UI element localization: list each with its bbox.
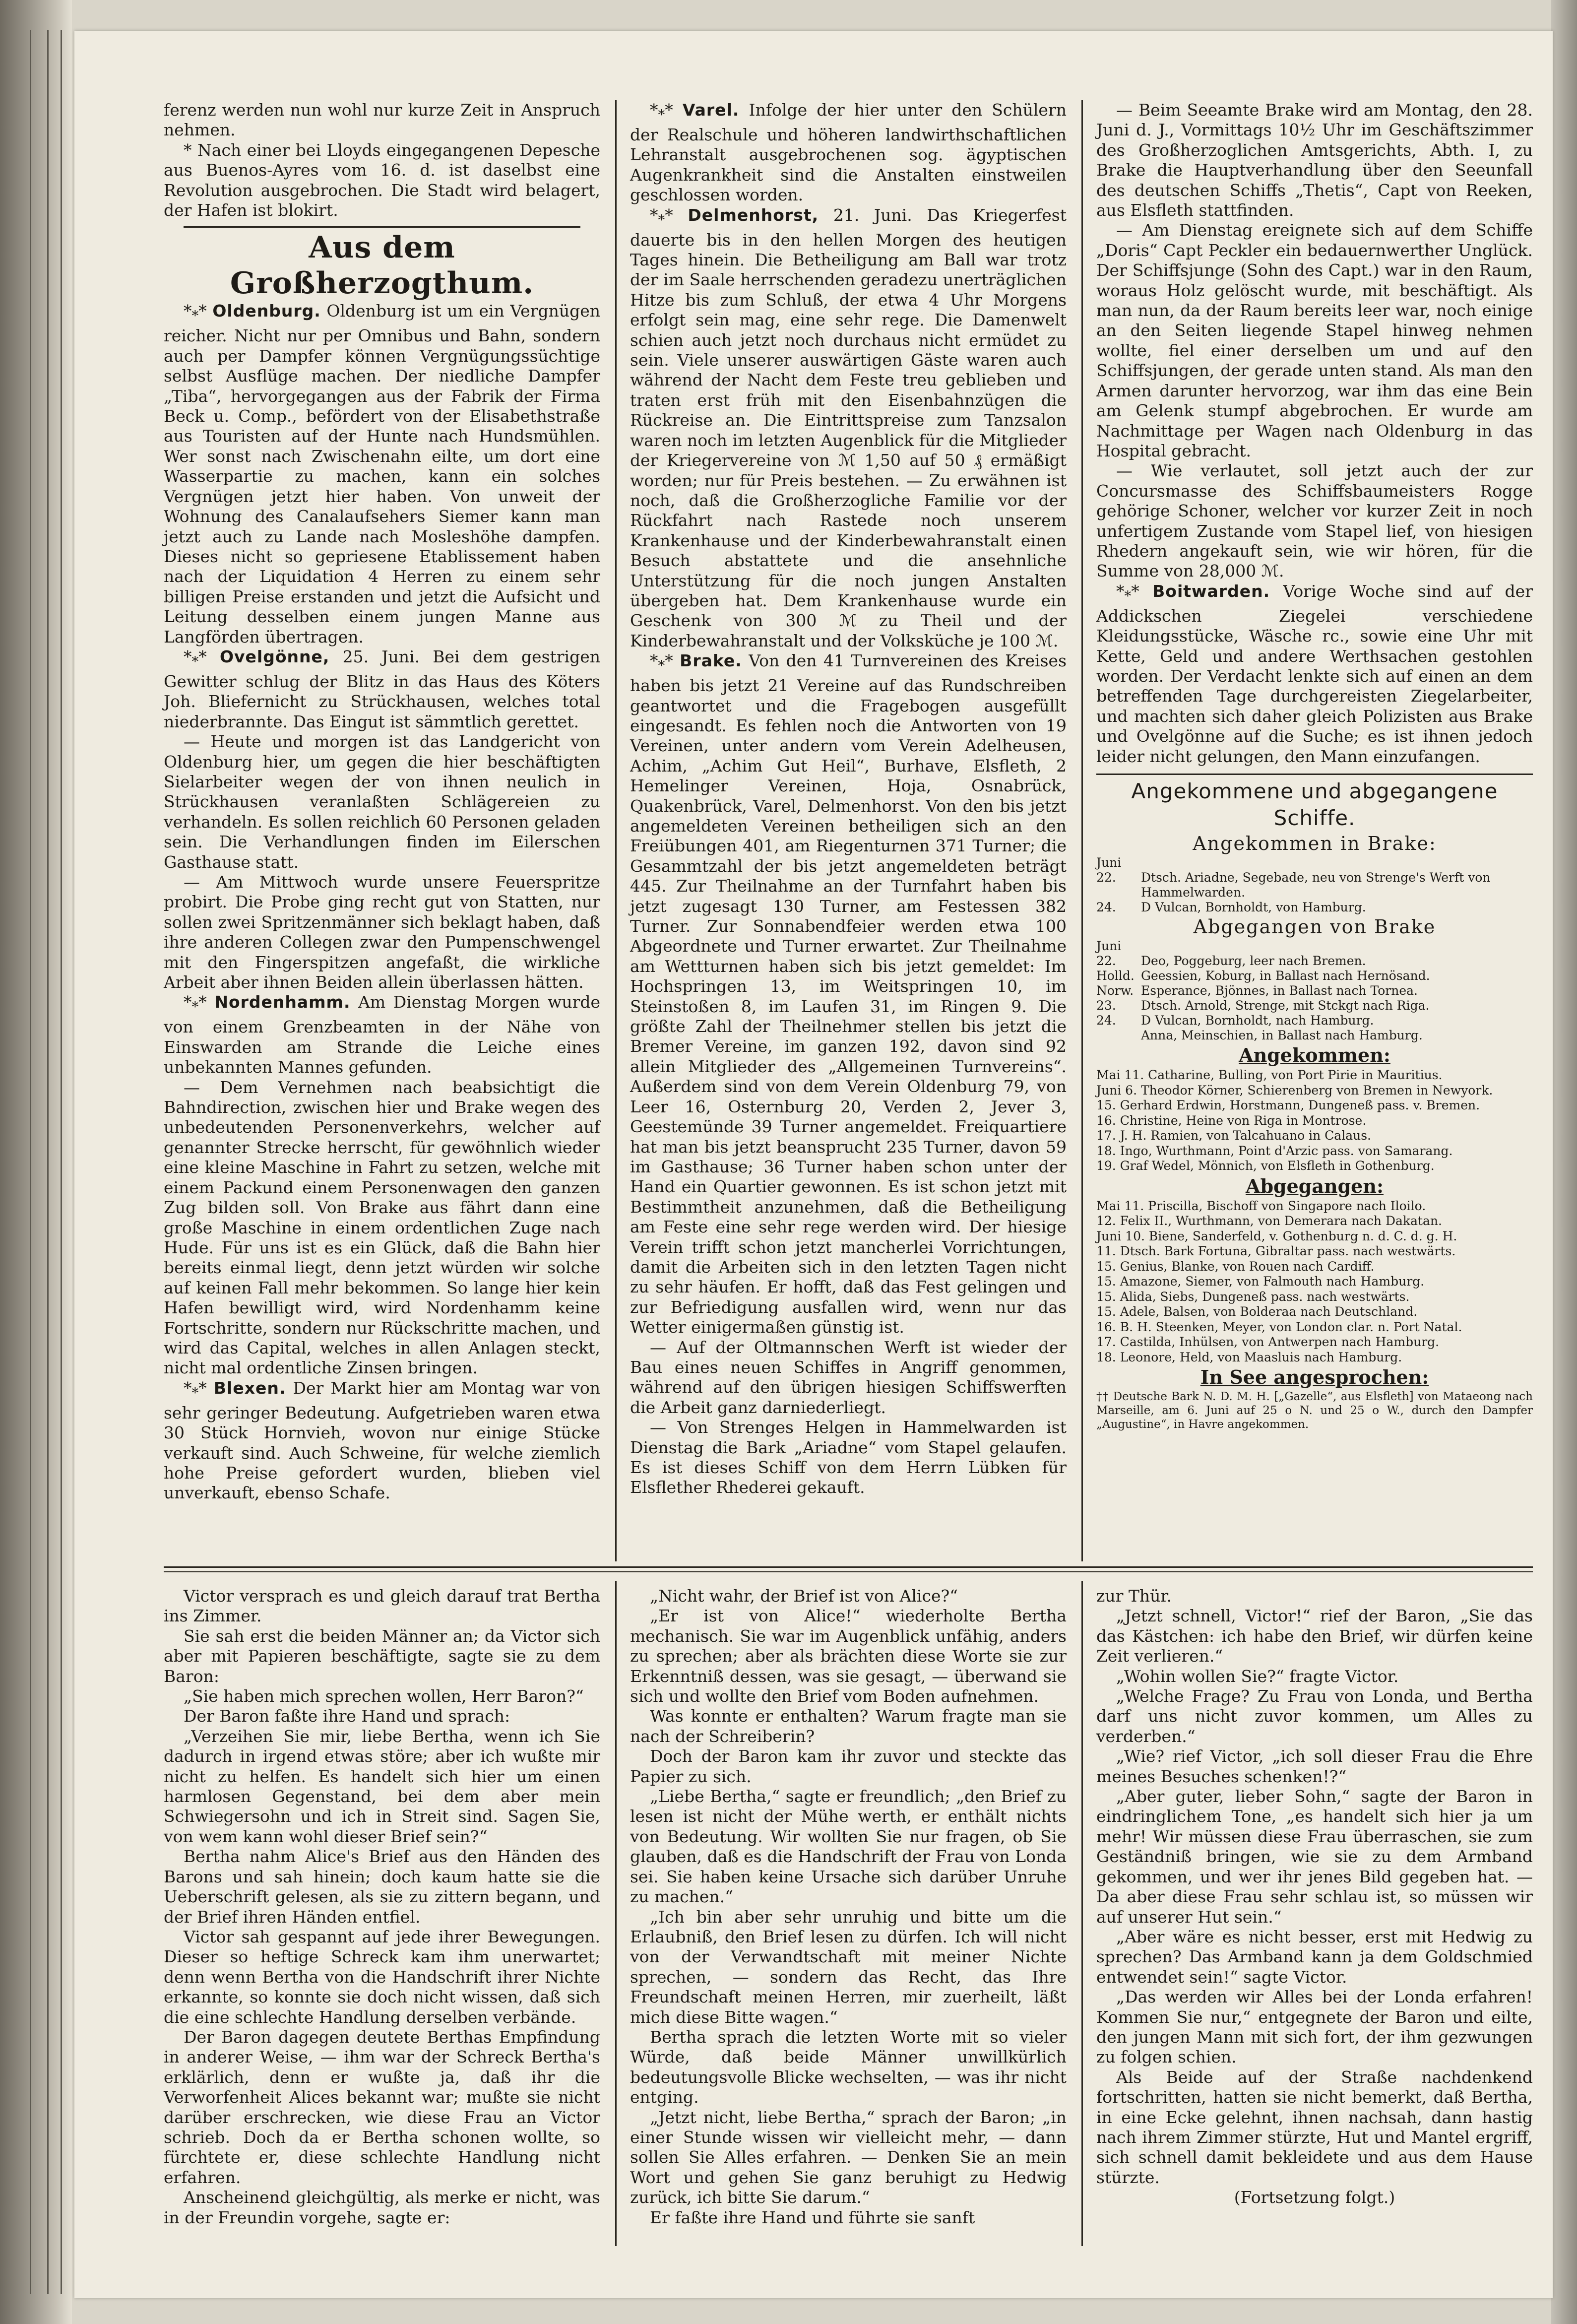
- paragraph: — Dem Vernehmen nach beabsichtigt die Bahndirection, zwischen hier und Brake wegen des unbedeutenden Personenverkehrs, welcher auf genannter Strecke herrscht, für gewöhnlich wieder eine kleine Maschine in Fahrt zu setzen, welche mit einem Packund einem Personenwagen den ganzen Zug bilden soll. Von Brake aus fährt dann eine große Maschine in einem ordentlichen Zuge nach Hude. Für uns ist es ein Glück, daß die Bahn hier bereits einmal liegt, denn jetzt würden wir solche auf keinen Fall mehr bekommen. So lange hier kein Hafen bewilligt wird, wird Nordenhamm keine Fortschritte, sondern nur Rückschritte machen, und wird das Capital, welches in allen Anlagen steckt, nicht mal ordentliche Zinsen bringen.: [164, 1077, 600, 1378]
- ship-row: [1096, 870, 1533, 900]
- article-text: Vorige Woche sind auf der Addickschen Ziegelei verschiedene Kleidungsstücke, Wäsche rc., sowie eine Uhr mit Kette, Geld und andere Werthsachen gestohlen worden. Der Verdacht lenkte sich auf einen an dem betreffenden Tage durchgereisten Ziegelarbeiter, und machten sich daher gleich Polizisten aus Brake und Ovelgönne auf die Suche; es ist ihnen jedoch leider nicht gelungen, den Mann einzufangen.: [1096, 581, 1533, 766]
- paragraph: Sie sah erst die beiden Männer an; da Victor sich aber mit Papieren beschäftigte, sagte sie zu dem Baron:: [164, 1626, 600, 1686]
- location-heading: Nordenhamm.: [214, 992, 351, 1012]
- article-delmenhorst: $*_**$ Delmenhorst, 21. Juni. Das Kriegerfest dauerte bis in den hellen Morgen des heutigen Tages hinein. Die Betheiligung am Ball war trotz der im Saale herrschenden geradezu unerträglichen Hitze bis zum Schluß, der etwa 4 Uhr Morgens erfolgt sein mag, eine sehr rege. Die Damenwelt schien auch jetzt noch durchaus nicht ermüdet zu sein. Viele unserer auswärtigen Gäste waren auch während der Nacht dem Feste treu geblieben und traten erst früh mit den Eisenbahnzügen die Rückreise an. Die Eintrittspreise zum Tanzsalon waren noch im letzten Augenblick für die Mitglieder der Kriegervereine von ℳ 1,50 auf 50 ₰ ermäßigt worden; nur für Preis bestehen. — Zu erwähnen ist noch, daß die Großherzogliche Familie vor der Rückfahrt nach Rastede noch unserem Krankenhause und der Kinderbewahranstalt einen Besuch abstattete und die ansehnliche Unterstützung für die noch jungen Anstalten übergeben hat. Dem Krankenhause wurde ein Geschenk von 300 ℳ zu Theil und der Kinderbewahranstalt und der Volksküche je 100 ℳ.: [630, 205, 1067, 650]
- paragraph: „Das werden wir Alles bei der Londa erfahren! Kommen Sie nur,“ entgegnete der Baron und eilte, den jungen Mann mit sich fort, der ihm gezwungen zu folgen schien.: [1096, 1987, 1533, 2067]
- ship-entry: 11. Dtsch. Bark Fortuna, Gibraltar pass. nach westwärts.: [1096, 1244, 1456, 1258]
- ship-entry: 16. B. H. Steenken, Meyer, von London clar. n. Port Natal.: [1096, 1319, 1462, 1334]
- ship-row: [1096, 1013, 1533, 1028]
- location-heading: Blexen.: [213, 1378, 286, 1398]
- paragraph: Victor versprach es und gleich darauf trat Bertha ins Zimmer.: [164, 1586, 600, 1626]
- ship-entry: Anna, Meinschien, in Ballast nach Hamburg.: [1141, 1028, 1423, 1042]
- paragraph: „Verzeihen Sie mir, liebe Bertha, wenn ich Sie dadurch in irgend etwas störe; aber ich wußte mir nicht zu helfen. Es handelt sich hier um einen harmlosen Gegenstand, bei dem aber mein Schwiegersohn und ich in Streit sind. Sagen Sie, von wem kann wohl dieser Brief sein?“: [164, 1726, 600, 1846]
- ship-entry: 15. Amazone, Siemer, von Falmouth nach Hamburg.: [1096, 1274, 1425, 1289]
- paragraph: „Aber wäre es nicht besser, erst mit Hedwig zu sprechen? Das Armband kann ja dem Goldschmied entwendet sein!“ sagte Victor.: [1096, 1927, 1533, 1987]
- article-text: Oldenburg ist um ein Vergnügen reicher. Nicht nur per Omnibus und Bahn, sondern auch per Dampfer können Vergnügungssüchtige selbst Ausflüge machen. Der niedliche Dampfer „Tiba“, hervorgegangen aus der Fabrik der Firma Beck u. Comp., befördert von der Elisabethstraße aus Touristen auf der Hunte nach Hundsmühlen. Wer sonst nach Zwischenahn eilte, um dort eine Wasserpartie zu machen, kann ein solches Vergnügen jetzt hier haben. Von unweit der Wohnung des Canalaufsehers Siemer kann man jetzt auch zu Lande nach Mosleshöhe dampfen. Dieses nicht so gepriesene Etablissement haben nach der Liquidation 4 Herren zu einem sehr billigen Preise erstanden und jetzt die Aufsicht und Leitung desselben einem jungen Manne aus Langförden übertragen.: [164, 301, 600, 646]
- ship-entry: 18. Leonore, Held, von Maasluis nach Hamburg.: [1096, 1350, 1402, 1364]
- article-oldenburg: $*_**$ Oldenburg. Oldenburg ist um ein Vergnügen reicher. Nicht nur per Omnibus und Bahn, sondern auch per Dampfer können Vergnügungssüchtige selbst Ausflüge machen. Der niedliche Dampfer „Tiba“, hervorgegangen aus der Fabrik der Firma Beck u. Comp., befördert von der Elisabethstraße aus Touristen auf der Hunte nach Hundsmühlen. Wer sonst nach Zwischenahn eilte, um dort eine Wasserpartie zu machen, kann ein solches Vergnügen jetzt hier haben. Von unweit der Wohnung des Canalaufsehers Siemer kann man jetzt auch zu Lande nach Mosleshöhe dampfen. Dieses nicht so gepriesene Etablissement haben nach der Liquidation 4 Herren zu einem sehr billigen Preise erstanden und jetzt die Aufsicht und Leitung desselben einem jungen Manne aus Langförden übertragen.: [164, 301, 600, 646]
- paragraph: ferenz werden nun wohl nur kurze Zeit in Anspruch nehmen.: [164, 100, 600, 140]
- ship-date: Juni: [1096, 939, 1122, 953]
- top-column-2: [630, 100, 1067, 1498]
- ship-row: [1096, 968, 1533, 983]
- article-text: 21. Juni. Das Kriegerfest dauerte bis in den hellen Morgen des heutigen Tages hinein. Die Betheiligung am Ball war trotz der im Saale herrschenden geradezu unerträglichen Hitze bis zum Schluß, der etwa 4 Uhr Morgens erfolgt sein mag, eine sehr rege. Die Damenwelt schien auch jetzt noch durchaus nicht ermüdet zu sein. Viele unserer auswärtigen Gäste waren auch während der Nacht dem Feste treu geblieben und traten erst früh mit den Eisenbahnzügen die Rückreise an. Die Eintrittspreise zum Tanzsalon waren noch im letzten Augenblick für die Mitglieder der Kriegervereine von ℳ 1,50 auf 50 ₰ ermäßigt worden; nur für Preis bestehen. — Zu erwähnen ist noch, daß die Großherzogliche Familie vor der Rückfahrt nach Rastede noch unserem Krankenhause und der Kinderbewahranstalt einen Besuch abstattete und die ansehnliche Unterstützung für die noch jungen Anstalten übergeben hat. Dem Krankenhause wurde ein Geschenk von 300 ℳ zu Theil und der Kinderbewahranstalt und der Volksküche je 100 ℳ.: [630, 205, 1067, 650]
- article-text: Am Dienstag Morgen wurde von einem Grenzbeamten in der Nähe von Einswarden am Strande die Leiche eines unbekannten Mannes gefunden.: [164, 992, 601, 1077]
- ship-date: Juni: [1096, 855, 1122, 870]
- feuilleton-rule: [164, 1566, 1533, 1568]
- ship-row: [1096, 939, 1533, 954]
- ship-row: [1096, 1028, 1533, 1043]
- paragraph: „Ich bin aber sehr unruhig und bitte um die Erlaubniß, den Brief lesen zu dürfen. Ich will nicht von der Verwandtschaft mit meiner Nichte sprechen, — sondern das Recht, das Ihre Freundschaft meinen Herren, mir zuerheilt, läßt mich diese Bitte wagen.“: [630, 1907, 1067, 2027]
- ship-entry: Juni 6. Theodor Körner, Schierenberg von Bremen in Newyork.: [1096, 1083, 1493, 1097]
- ship-date: 22.: [1096, 870, 1116, 885]
- paragraph: „Jetzt schnell, Victor!“ rief der Baron, „Sie das das Kästchen: ich habe den Brief, wir dürfen keine Zeit verlieren.“: [1096, 1606, 1533, 1666]
- ship-date: 22.: [1096, 954, 1116, 968]
- paragraph: — Von Strenges Helgen in Hammelwarden ist Dienstag die Bark „Ariadne“ vom Stapel gelaufen. Es ist dieses Schiff von dem Herrn Lübken für Elsflether Rhederei gekauft.: [630, 1418, 1067, 1497]
- column-rule: [615, 100, 617, 1561]
- paragraph: Bertha nahm Alice's Brief aus den Händen des Barons und sah hinein; doch kaum hatte sie die Ueberschrift gelesen, als sie zu zittern begann, und der Brief ihren Händen entfiel.: [164, 1847, 600, 1927]
- arrivals-list: [1096, 1068, 1533, 1174]
- paragraph: zur Thür.: [1096, 1586, 1172, 1606]
- ship-entry: Juni 10. Biene, Sanderfeld, v. Gothenburg n. d. C. d. g. H.: [1096, 1228, 1457, 1243]
- paragraph: „Er ist von Alice!“ wiederholte Bertha mechanisch. Sie war im Augenblick unfähig, anders zu sprechen; aber als brächten diese Worte sie zur Erkenntniß dessen, was sie gesagt, — überwand sie sich und wollte den Brief vom Boden aufnehmen.: [630, 1606, 1067, 1706]
- ship-date: Norw.: [1096, 983, 1134, 998]
- article-ovelgoenne: $*_**$ Ovelgönne, 25. Juni. Bei dem gestrigen Gewitter schlug der Blitz in das Haus des Köters Joh. Bliefernicht zu Strückhausen, welches total niederbrannte. Das Eingut ist sämmtlich gerettet.: [164, 646, 601, 731]
- paragraph: — Am Mittwoch wurde unsere Feuerspritze probirt. Die Probe ging recht gut von Statten, nur sollen zwei Spritzenmänner sich beklagt haben, daß ihre anderen Collegen zwar den Pumpenschwengel mit den Fingerspitzen angefaßt, die wirkliche Arbeit aber ihnen Beiden allein überlassen hätten.: [164, 872, 600, 992]
- ship-entry: Mai 11. Priscilla, Bischoff von Singapore nach Iloilo.: [1096, 1198, 1426, 1213]
- to-be-continued: (Fortsetzung folgt.): [1234, 2188, 1395, 2207]
- article-text: Von den 41 Turnvereinen des Kreises haben bis jetzt 21 Vereine auf das Rundschreiben geantwortet und die Fragebogen ausgefüllt eingesandt. Es fehlen noch die Antworten von 19 Vereinen, unter andern vom Verein Adelheusen, Achim, „Achim Gut Heil“, Burhave, Elsfleth, 2 Hemelinger Vereinen, Hoja, Osnabrück, Quakenbrück, Varel, Delmenhorst. Von den bis jetzt angemeldeten Vereinen betheiligen sich an den Freiübungen 401, am Riegenturnen 371 Turner; die Gesammtzahl der bis jetzt angemeldeten beträgt 445. Zur Theilnahme an der Turnfahrt haben bis jetzt zugesagt 130 Turner, am Festessen 382 Turner. Zur Sonnabendfeier werden etwa 100 Abgeordnete und Turner erwartet. Zur Theilnahme am Wettturnen haben sich bis jetzt gemeldet: Im Hochspringen 13, im Weitspringen 10, im Steinstoßen 8, im Laufen 31, im Ringen 9. Die größte Zahl der Theilnehmer stellen bis jetzt die Bremer Vereine, im ganzen 192, davon sind 92 allein Mitglieder des „Allgemeinen Turnvereins“. Außerdem sind von dem Verein Oldenburg 79, von Leer 16, Osternburg 20, Verden 2, Jever 3, Geestemünde 39 Turner angemeldet. Freiquartiere hat man bis jetzt beansprucht 235 Turner, davon 59 im Gasthause; 36 Turner haben schon unter der Hand ein Quartier gewonnen. Es ist schon jetzt mit Bestimmtheit anzunehmen, daß die Betheiligung am Feste eine sehr rege werden wird. Der hiesige Verein trifft schon jetzt mancherlei Vorrichtungen, damit die Arbeiten sich in den letzten Tagen nicht zu sehr häufen. Er hofft, daß das Fest gelingen und zur Befriedigung ausfallen wird, wenn nur das Wetter einigermaßen günstig ist.: [630, 651, 1067, 1337]
- ship-entry: Deo, Poggeburg, leer nach Bremen.: [1141, 954, 1366, 968]
- ship-date: 24.: [1096, 1013, 1116, 1028]
- arrivals-brake-list: [1096, 855, 1533, 915]
- ship-row: [1096, 954, 1533, 968]
- paragraph: — Heute und morgen ist das Landgericht von Oldenburg hier, um gegen die hier beschäftigten Sielarbeiter wegen der von ihnen neulich in Strückhausen veranlaßten Schlägereien zu verhandeln. Es sollen reichlich 60 Personen geladen sein. Die Verhandlungen finden im Eilerschen Gasthause statt.: [164, 732, 600, 872]
- ship-entry: D Vulcan, Bornholdt, nach Hamburg.: [1141, 1013, 1374, 1028]
- ship-entry: [1141, 939, 1533, 954]
- ship-date: [1096, 1028, 1141, 1043]
- section-title: Aus dem Großherzogthum.: [230, 230, 534, 301]
- article-blexen: $*_**$ Blexen. Der Markt hier am Montag war von sehr geringer Bedeutung. Aufgetrieben waren etwa 30 Stück Hornvieh, wovon nur einige Stücke verkauft sind. Auch Schweine, für welche ziemlich hohe Preise gefordert wurden, blieben viel unverkauft, ebenso Schafe.: [164, 1378, 600, 1503]
- divider: [1096, 774, 1533, 775]
- ship-entry: 15. Alida, Siebs, Dungeneß pass. nach westwärts.: [1096, 1289, 1410, 1304]
- article-text: Infolge der hier unter den Schülern der Realschule und höheren landwirthschaftlichen Lehranstalt ausgebrochenen sog. ägyptischen Augenkrankheit sind die Anstalten einstweilen geschlossen worden.: [630, 100, 1067, 205]
- paragraph: „Aber guter, lieber Sohn,“ sagte der Baron in eindringlichem Tone, „es handelt sich hier ja um mehr! Wir müssen diese Frau überraschen, sie zum Geständniß bringen, wie sie zu dem Armband gekommen, und wer ihr jenes Bild gegeben hat. — Da aber diese Frau sehr schlau ist, so müssen wir auf unserer Hut sein.“: [1096, 1787, 1533, 1927]
- bottom-column-2: [630, 1586, 1067, 2228]
- paragraph: „Welche Frage? Zu Frau von Londa, und Bertha darf uns nicht zuvor kommen, um Alles zu verderben.“: [1096, 1686, 1533, 1746]
- arrivals-brake-heading: Angekommen in Brake:: [1193, 833, 1437, 854]
- paragraph: „Wie? rief Victor, „ich soll dieser Frau die Ehre meines Besuches schenken!?“: [1096, 1746, 1533, 1786]
- ship-entry: 17. J. H. Ramien, von Talcahuano in Calaus.: [1096, 1128, 1371, 1143]
- ship-entry: 15. Genius, Blanke, von Rouen nach Cardiff.: [1096, 1259, 1375, 1274]
- paragraph: Bertha sprach die letzten Worte mit so vieler Würde, daß beide Männer unwillkürlich bedeutungsvolle Blicke wechselten, — was ihr nicht entging.: [630, 2027, 1067, 2107]
- ship-entry: Geessien, Koburg, in Ballast nach Hernösand.: [1141, 968, 1430, 983]
- paragraph: Was konnte er enthalten? Warum fragte man sie nach der Schreiberin?: [630, 1706, 1067, 1746]
- article-brake: $*_**$ Brake. Von den 41 Turnvereinen des Kreises haben bis jetzt 21 Vereine auf das Rundschreiben geantwortet und die Fragebogen ausgefüllt eingesandt. Es fehlen noch die Antworten von 19 Vereinen, unter andern vom Verein Adelheusen, Achim, „Achim Gut Heil“, Burhave, Elsfleth, 2 Hemelinger Vereinen, Hoja, Osnabrück, Quakenbrück, Varel, Delmenhorst. Von den bis jetzt angemeldeten Vereinen betheiligen sich an den Freiübungen 401, am Riegenturnen 371 Turner; die Gesammtzahl der bis jetzt angemeldeten beträgt 445. Zur Theilnahme an der Turnfahrt haben bis jetzt zugesagt 130 Turner, am Festessen 382 Turner. Zur Sonnabendfeier werden etwa 100 Abgeordnete und Turner erwartet. Zur Theilnahme am Wettturnen haben sich bis jetzt gemeldet: Im Hochspringen 13, im Weitspringen 10, im Steinstoßen 8, im Laufen 31, im Ringen 9. Die größte Zahl der Theilnehmer stellen bis jetzt die Bremer Vereine, im ganzen 192, davon sind 92 allein Mitglieder des „Allgemeinen Turnvereins“. Außerdem sind von dem Verein Oldenburg 79, von Leer 16, Osternburg 20, Verden 2, Jever 3, Geestemünde 39 Turner angemeldet. Freiquartiere hat man bis jetzt beansprucht 235 Turner, davon 59 im Gasthause; 36 Turner haben schon unter der Hand ein Quartier gewonnen. Es ist schon jetzt mit Bestimmtheit anzunehmen, daß die Betheiligung am Feste eine sehr rege werden wird. Der hiesige Verein trifft schon jetzt mancherlei Vorrichtungen, damit die Arbeiten sich in den letzten Tagen nicht zu sehr häufen. Er hofft, daß das Fest gelingen und zur Befriedigung ausfallen wird, wenn nur das Wetter einigermaßen günstig ist.: [630, 651, 1067, 1337]
- ship-entry: Dtsch. Arnold, Strenge, mit Stckgt nach Riga.: [1141, 998, 1430, 1013]
- top-column-1: [164, 100, 600, 1503]
- ship-entry: D Vulcan, Bornholdt, von Hamburg.: [1141, 900, 1366, 914]
- at-sea-heading: In See angesprochen:: [1200, 1366, 1429, 1388]
- column-rule: [1081, 1581, 1083, 2246]
- ship-entry: 15. Adele, Balsen, von Bolderaa nach Deutschland.: [1096, 1304, 1418, 1319]
- ship-date: 23.: [1096, 998, 1116, 1013]
- paragraph: Doch der Baron kam ihr zuvor und steckte das Papier zu sich.: [630, 1746, 1067, 1786]
- departures-list: [1096, 1199, 1533, 1365]
- paragraph: „Jetzt nicht, liebe Bertha,“ sprach der Baron; „in einer Stunde wissen wir vielleicht mehr, — dann sollen Sie Alles erfahren. — Denken Sie an mein Wort und gehen Sie ganz beruhigt zu Hedwig zurück, ich bitte Sie darum.“: [630, 2107, 1067, 2207]
- ship-entry: 16. Christine, Heine von Riga in Montrose.: [1096, 1113, 1367, 1128]
- paragraph: Der Baron faßte ihre Hand und sprach:: [184, 1706, 510, 1726]
- ship-date: 24.: [1096, 900, 1116, 914]
- top-column-3: [1096, 100, 1533, 1431]
- paragraph: Er faßte ihre Hand und führte sie sanft: [650, 2207, 975, 2227]
- ship-row: [1096, 998, 1533, 1013]
- paragraph: — Beim Seeamte Brake wird am Montag, den 28. Juni d. J., Vormittags 10½ Uhr im Geschäftszimmer des Großherzoglichen Amtsgerichts, Abth. I, zu Brake die Hauptverhandlung über den Seeunfall des deutschen Schiffs „Thetis“, Capt von Reeken, aus Elsfleth stattfinden.: [1096, 100, 1533, 220]
- location-heading: Delmenhorst,: [688, 205, 819, 225]
- location-heading: Varel.: [682, 100, 740, 120]
- ship-entry: Dtsch. Ariadne, Segebade, neu von Strenge's Werft von Hammelwarden.: [1141, 870, 1491, 900]
- bottom-column-1: [164, 1586, 600, 2228]
- divider: [184, 226, 580, 228]
- departures-heading: Abgegangen:: [1245, 1174, 1384, 1197]
- paragraph: Der Baron dagegen deutete Berthas Empfindung in anderer Weise, — ihm war der Schreck Bertha's erklärlich, denn er wußte ja, daß ihr die Verworfenheit Alices bekannt war; mußte sie nicht darüber erschrecken, wie diese Frau an Victor schrieb. Doch da er Bertha schonen wollte, so fürchtete er, diese schlechte Handlung nicht erfahren.: [164, 2027, 600, 2187]
- departures-brake-heading: Abgegangen von Brake: [1193, 916, 1436, 938]
- article-boitwarden: $*_**$ Boitwarden. Vorige Woche sind auf der Addickschen Ziegelei verschiedene Kleidungsstücke, Wäsche rc., sowie eine Uhr mit Kette, Geld und andere Werthsachen gestohlen worden. Der Verdacht lenkte sich auf einen an dem betreffenden Tage durchgereisten Ziegelarbeiter, und machten sich daher gleich Polizisten aus Brake und Ovelgönne auf die Suche; es ist ihnen jedoch leider nicht gelungen, den Mann einzufangen.: [1096, 581, 1533, 766]
- ship-entry: [1141, 855, 1533, 870]
- column-rule: [1081, 100, 1083, 1561]
- ship-row: [1096, 983, 1533, 998]
- paragraph: * Nach einer bei Lloyds eingegangenen Depesche aus Buenos-Ayres vom 16. d. ist daselbst eine Revolution ausgebrochen. Die Stadt wird belagert, der Hafen ist blokirt.: [164, 140, 600, 220]
- book-spine: [0, 0, 72, 2324]
- departures-brake-list: [1096, 939, 1533, 1043]
- ship-row: [1096, 855, 1533, 870]
- ship-entry: 17. Castilda, Inhülsen, von Antwerpen nach Hamburg.: [1096, 1335, 1440, 1349]
- ship-entry: Mai 11. Catharine, Bulling, von Port Pirie in Mauritius.: [1096, 1068, 1443, 1082]
- paragraph: — Am Dienstag ereignete sich auf dem Schiffe „Doris“ Capt Peckler ein bedauernwerther Unglück. Der Schiffsjunge (Sohn des Capt.) war in den Raum, woraus Holz gelöscht wurde, mit beschäftigt. Als man nun, da der Raum bereits leer war, noch einige an den Seiten liegende Stapel hinweg nehmen wollte, fiel einer derselben um und auf den Schiffsjungen, der gerade unten stand. Als man den Armen darunter hervorzog, war ihm das eine Bein am Gelenk stumpf abgebrochen. Er wurde am Nachmittage per Wagen nach Oldenburg in das Hospital gebracht.: [1096, 220, 1533, 460]
- ship-entry: 18. Ingo, Wurthmann, Point d'Arzic pass. von Samarang.: [1096, 1143, 1453, 1158]
- column-rule: [615, 1581, 617, 2246]
- paragraph: „Nicht wahr, der Brief ist von Alice?“: [650, 1586, 958, 1606]
- ship-date: Holld.: [1096, 968, 1135, 983]
- paragraph: Victor sah gespannt auf jede ihrer Bewegungen. Dieser so heftige Schreck kam ihm unerwartet; denn wenn Bertha von die Handschrift ihrer Nichte erkannte, so konnte sie doch nicht wissen, daß sich die eine schlechte Handlung derselben verbände.: [164, 1927, 600, 2027]
- location-heading: Ovelgönne,: [219, 646, 330, 666]
- at-sea-text: †† Deutsche Bark N. D. M. H. [„Gazelle“, aus Elsfleth] von Mataeong nach Marseille, am 6. Juni auf 25 o N. und 25 o W., durch den Dampfer „Augustine“, in Havre angekommen.: [1096, 1390, 1533, 1431]
- paragraph: „Wohin wollen Sie?“ fragte Victor.: [1116, 1666, 1399, 1686]
- paragraph: „Liebe Bertha,“ sagte er freundlich; „den Brief zu lesen ist nicht der Mühe werth, er enthält nichts von Bedeutung. Wir wollten Sie nur fragen, ob Sie glauben, daß es die Handschrift der Frau von Londa sei. Sie haben keine Ursache sich darüber Unruhe zu machen.“: [630, 1787, 1067, 1907]
- page-edge: [1551, 0, 1577, 2324]
- location-heading: Oldenburg.: [212, 301, 321, 321]
- ship-row: [1096, 900, 1533, 915]
- ships-section-title: Angekommene und abgegangene Schiffe.: [1131, 779, 1498, 830]
- ship-entry: 19. Graf Wedel, Mönnich, von Elsfleth in Gothenburg.: [1096, 1159, 1435, 1173]
- article-text: Der Markt hier am Montag war von sehr geringer Bedeutung. Aufgetrieben waren etwa 30 Stück Hornvieh, wovon nur einige Stücke verkauft sind. Auch Schweine, für welche ziemlich hohe Preise gefordert wurden, blieben viel unverkauft, ebenso Schafe.: [164, 1378, 600, 1503]
- paragraph: Als Beide auf der Straße nachdenkend fortschritten, hatten sie nicht bemerkt, daß Bertha, in eine Ecke gelehnt, ihnen nachsah, dann hastig nach ihrem Zimmer stürzte, Hut und Mantel ergriff, sich schnell damit bekleidete und aus dem Hause stürzte.: [1096, 2067, 1533, 2187]
- location-heading: Brake.: [680, 651, 742, 671]
- feuilleton-rule: [164, 1571, 1533, 1572]
- arrivals-heading: Angekommen:: [1239, 1044, 1390, 1066]
- article-varel: $*_**$ Varel. Infolge der hier unter den Schülern der Realschule und höheren landwirthschaftlichen Lehranstalt ausgebrochenen sog. ägyptischen Augenkrankheit sind die Anstalten einstweilen geschlossen worden.: [630, 100, 1067, 205]
- bottom-column-3: [1096, 1586, 1533, 2208]
- ship-entry: Esperance, Bjönnes, in Ballast nach Tornea.: [1141, 983, 1418, 998]
- paragraph: — Auf der Oltmannschen Werft ist wieder der Bau eines neuen Schiffes in Angriff genommen, während auf den übrigen hiesigen Schiffswerften die Arbeit ganz darniederliegt.: [630, 1337, 1067, 1417]
- ship-entry: 12. Felix II., Wurthmann, von Demerara nach Dakatan.: [1096, 1214, 1442, 1228]
- article-nordenhamm: $*_**$ Nordenhamm. Am Dienstag Morgen wurde von einem Grenzbeamten in der Nähe von Einswarden am Strande die Leiche eines unbekannten Mannes gefunden.: [164, 992, 601, 1077]
- newspaper-page: [74, 31, 1553, 2298]
- paragraph: Anscheinend gleichgültig, als merke er nicht, was in der Freundin vorgehe, sagte er:: [164, 2188, 600, 2227]
- ship-entry: 15. Gerhard Erdwin, Horstmann, Dungeneß pass. v. Bremen.: [1096, 1098, 1480, 1112]
- article-text: 25. Juni. Bei dem gestrigen Gewitter schlug der Blitz in das Haus des Köters Joh. Bliefernicht zu Strückhausen, welches total niederbrannte. Das Eingut ist sämmtlich gerettet.: [164, 646, 601, 731]
- paragraph: „Sie haben mich sprechen wollen, Herr Baron?“: [184, 1686, 584, 1706]
- paragraph: — Wie verlautet, soll jetzt auch der zur Concursmasse des Schiffsbaumeisters Rogge gehörige Schoner, welcher vor kurzer Zeit in noch unfertigem Zustande vom Stapel lief, von hiesigen Rhedern angekauft sein, wie wir hören, für die Summe von 28,000 ℳ.: [1096, 461, 1533, 581]
- location-heading: Boitwarden.: [1152, 581, 1270, 601]
